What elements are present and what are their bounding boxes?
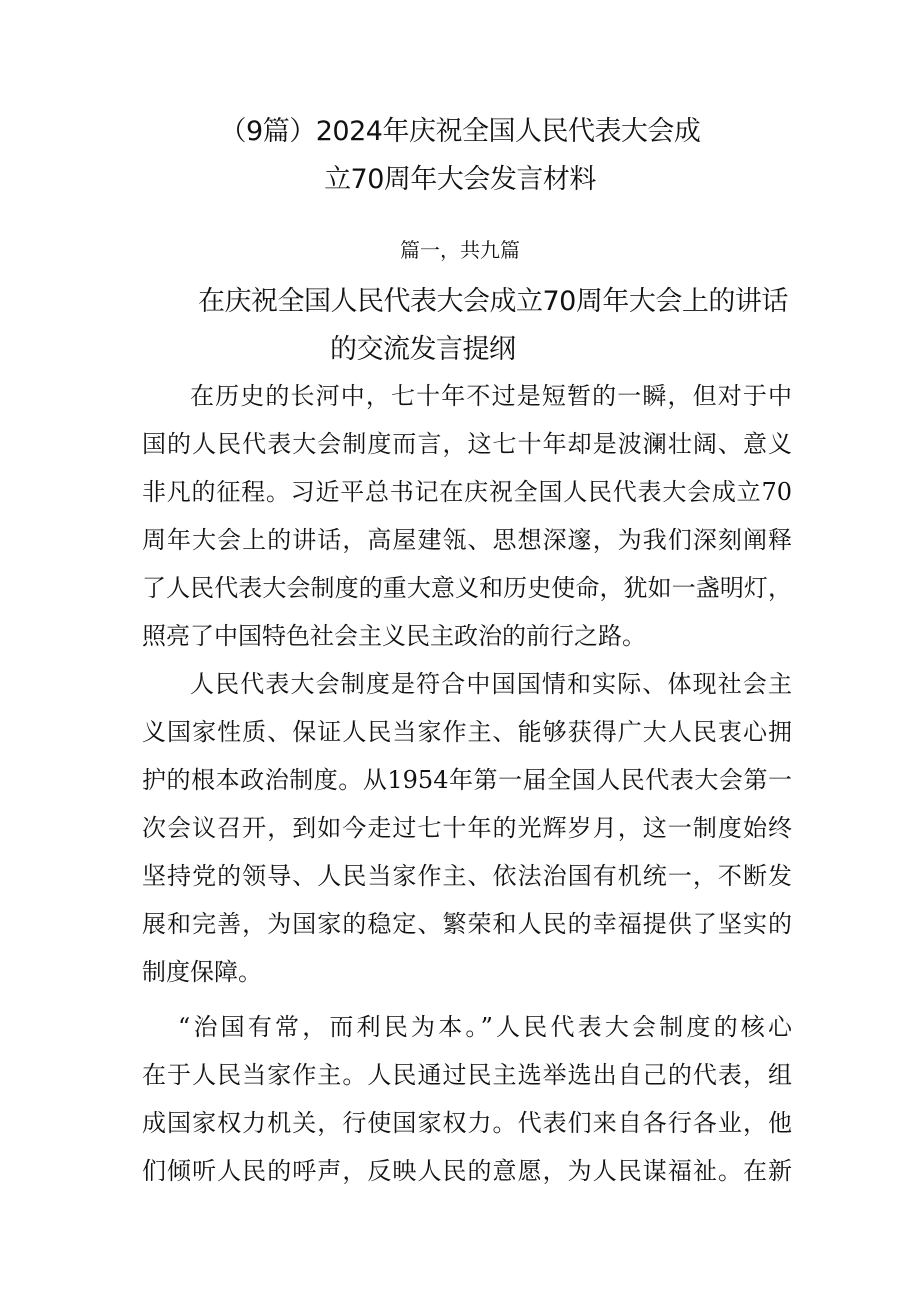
speech-title-line-2: 的交流发言提纲: [330, 334, 516, 365]
paragraph-2-line-2: 义国家性质、保证人民当家作主、能够获得广大人民衷心拥: [142, 718, 792, 746]
paragraph-2-line-6: 展和完善，为国家的稳定、繁荣和人民的幸福提供了坚实的: [142, 910, 792, 938]
paragraph-1-line-2: 国的人民代表大会制度而言，这七十年却是波澜壮阔、意义: [142, 430, 792, 458]
document-title-line-2: 立70周年大会发言材料: [324, 164, 596, 195]
part-label: 篇一，共九篇: [400, 238, 520, 262]
paragraph-2-line-3: 护的根本政治制度。从1954年第一届全国人民代表大会第一: [142, 766, 792, 794]
paragraph-3-line-1: “治国有常，而利民为本。”人民代表大会制度的核心: [178, 1013, 792, 1041]
paragraph-1-line-6: 照亮了中国特色社会主义民主政治的前行之路。: [142, 622, 646, 650]
document-title-line-1: （9篇）2024年庆祝全国人民代表大会成: [219, 116, 701, 147]
paragraph-3-line-4: 们倾听人民的呼声，反映人民的意愿，为人民谋福祉。在新: [142, 1157, 792, 1185]
paragraph-1-line-4: 周年大会上的讲话，高屋建瓴、思想深邃，为我们深刻阐释: [142, 526, 792, 554]
paragraph-1-line-3: 非凡的征程。习近平总书记在庆祝全国人民代表大会成立70: [142, 478, 792, 506]
paragraph-2-line-4: 次会议召开，到如今走过七十年的光辉岁月，这一制度始终: [142, 814, 792, 842]
paragraph-1-line-1: 在历史的长河中，七十年不过是短暂的一瞬，但对于中: [190, 382, 792, 410]
paragraph-2-line-7: 制度保障。: [142, 958, 262, 986]
speech-title-line-1: 在庆祝全国人民代表大会成立70周年大会上的讲话: [198, 286, 788, 317]
paragraph-2-line-5: 坚持党的领导、人民当家作主、依法治国有机统一，不断发: [142, 862, 792, 890]
paragraph-2-line-1: 人民代表大会制度是符合中国国情和实际、体现社会主: [190, 670, 792, 698]
paragraph-3-line-3: 成国家权力机关，行使国家权力。代表们来自各行各业，他: [142, 1109, 792, 1137]
paragraph-3-line-2: 在于人民当家作主。人民通过民主选举选出自己的代表，组: [142, 1061, 792, 1089]
paragraph-1-line-5: 了人民代表大会制度的重大意义和历史使命，犹如一盏明灯，: [142, 574, 792, 602]
